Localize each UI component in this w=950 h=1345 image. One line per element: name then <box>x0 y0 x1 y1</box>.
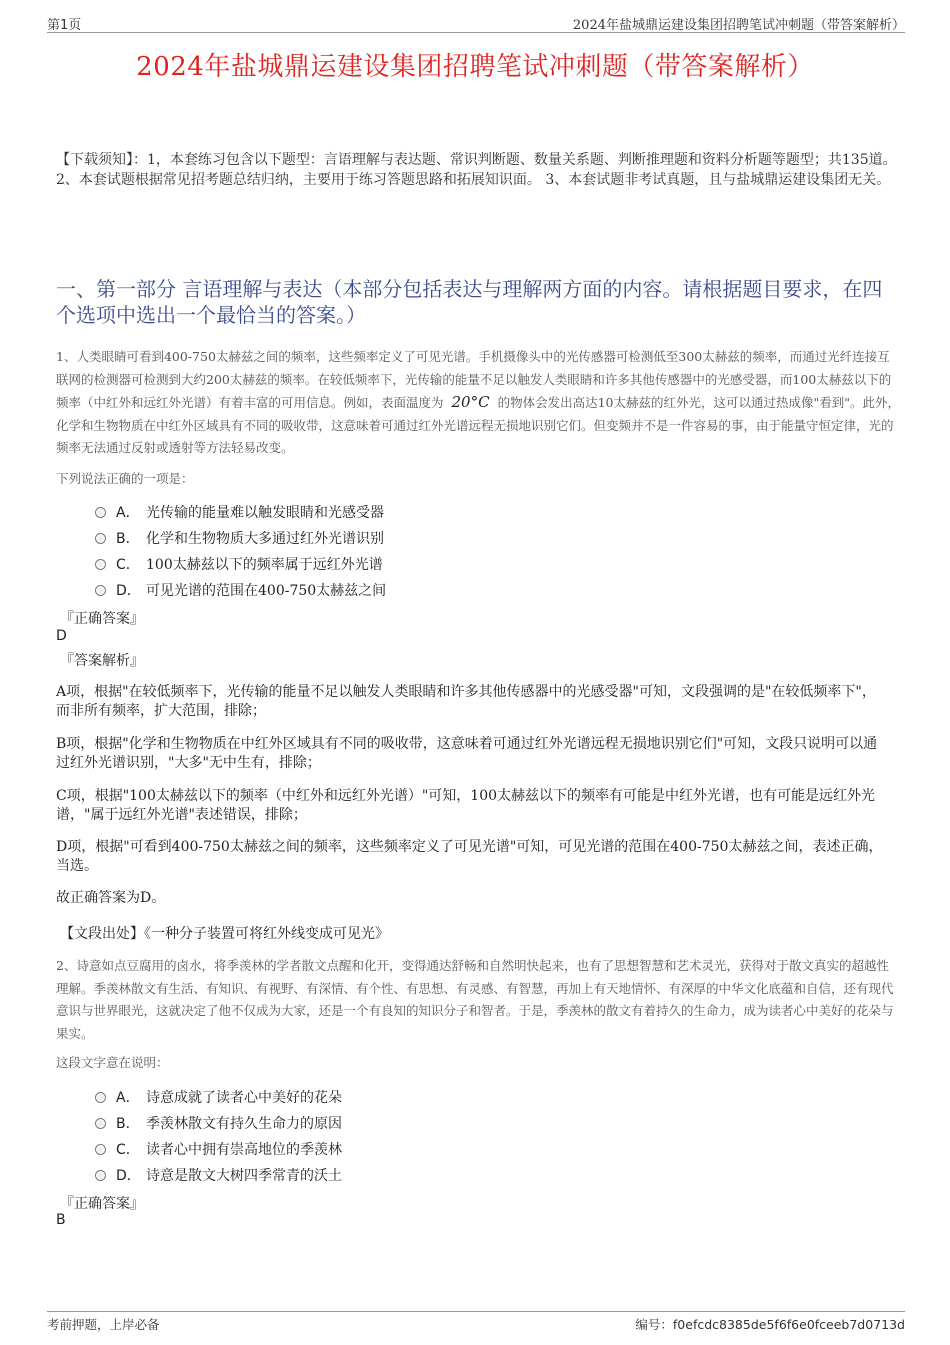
correct-answer-label: 『正确答案』 <box>60 611 144 627</box>
option-a[interactable] <box>95 1084 695 1110</box>
option-letter: B． <box>116 531 140 547</box>
option-letter: A． <box>116 505 140 521</box>
option-text: 季羡林散文有持久生命力的原因 <box>146 1116 342 1132</box>
radio-icon[interactable] <box>95 1144 106 1155</box>
analysis-label: 『答案解析』 <box>60 653 144 669</box>
radio-icon[interactable] <box>95 559 106 570</box>
analysis-item-a: A项，根据"在较低频率下，光传输的能量不足以触发人类眼睛和许多其他传感器中的光感受器"可知，文段强调的是"在较低频率下"，而非所有频率，扩大范围，排除； <box>56 684 876 719</box>
option-text: 读者心中拥有崇高地位的季羡林 <box>146 1142 342 1158</box>
radio-icon[interactable] <box>95 507 106 518</box>
question-1-options <box>95 499 695 603</box>
document-title: 2024年盐城鼎运建设集团招聘笔试冲刺题（带答案解析） <box>136 52 814 82</box>
option-b[interactable] <box>95 525 695 551</box>
option-c[interactable] <box>95 551 695 577</box>
option-letter: C． <box>116 557 140 573</box>
analysis-item-b: B项，根据"化学和生物物质在中红外区域具有不同的吸收带，这意味着可通过红外光谱远程无损地识别它们"可知，文段只说明可以通过红外光谱识别，"大多"无中生有，排除； <box>56 736 878 771</box>
question-2-prompt: 这段文字意在说明： <box>56 1055 169 1070</box>
page-number: 第1页 <box>47 18 82 33</box>
question-1-prompt: 下列说法正确的一项是： <box>56 471 194 486</box>
question-2-options <box>95 1084 695 1188</box>
option-text: 诗意成就了读者心中美好的花朵 <box>146 1090 342 1106</box>
header-doc-title: 2024年盐城鼎运建设集团招聘笔试冲刺题（带答案解析） <box>572 18 905 33</box>
passage-source: 【文段出处】《一种分子装置可将红外线变成可见光》 <box>60 926 389 942</box>
option-d[interactable] <box>95 1162 695 1188</box>
option-text: 光传输的能量难以触发眼睛和光感受器 <box>146 505 384 521</box>
option-text: 可见光谱的范围在400-750太赫兹之间 <box>146 583 387 599</box>
option-letter: B． <box>116 1116 140 1132</box>
correct-answer: D <box>56 628 67 644</box>
section-heading: 一、第一部分 言语理解与表达（本部分包括表达与理解两方面的内容。请根据题目要求，在四个选项中选出一个最恰当的答案。） <box>56 277 883 327</box>
page-footer <box>47 1311 905 1332</box>
option-text: 100太赫兹以下的频率属于远红外光谱 <box>146 557 383 573</box>
option-text: 诗意是散文大树四季常青的沃土 <box>146 1168 342 1184</box>
correct-answer: B <box>56 1212 66 1228</box>
option-letter: C． <box>116 1142 140 1158</box>
option-d[interactable] <box>95 577 695 603</box>
question-2-text: 2、诗意如点豆腐用的卤水，将季羡林的学者散文点醒和化开，变得通达舒畅和自然明快起来，也有了思想智慧和艺术灵光，获得对于散文真实的超越性理解。季羡林散文有生活、有知识、有视野、有深情、有个性、有思想、有灵感、有智慧，再加上有天地情怀、有深厚的中华文化底蕴和自信，还有现代意识与世界眼光，这就决定了他不仅成为大家，还是一个有良知的知识分子和智者。于是，季羡林的散文有着持久的生命力，成为读者心中美好的花朵与果实。 <box>56 958 894 1041</box>
option-letter: A． <box>116 1090 140 1106</box>
page-header <box>47 12 905 33</box>
option-c[interactable] <box>95 1136 695 1162</box>
option-letter: D． <box>116 1168 141 1184</box>
correct-answer-label: 『正确答案』 <box>60 1196 144 1212</box>
analysis-item-c: C项，根据"100太赫兹以下的频率（中红外和远红外光谱）"可知，100太赫兹以下的频率有可能是中红外光谱，也有可能是远红外光谱，"属于远红外光谱"表述错误，排除； <box>56 788 876 823</box>
option-letter: D． <box>116 583 141 599</box>
question-1-text-after: 的物体会发出高达10太赫兹的红外光，这可以通过热成像"看到"。此外，化学和生物物质在中红外区域具有不同的吸收带，这意味着可通过红外光谱远程无损地识别它们。但变频并不是一件容易的事，由于能量守恒定律，光的频率无法通过反射或透射等方法轻易改变。 <box>56 395 900 455</box>
radio-icon[interactable] <box>95 1170 106 1181</box>
question-1-text-before: 1、人类眼睛可看到400-750太赫兹之间的频率，这些频率定义了可见光谱。手机摄像头中的光传感器可检测低至300太赫兹的频率，而通过光纤连接互联网的检测器可检测到大约200太赫兹的频率。在较低频率下，光传输的能量不足以触发人类眼睛和许多其他传感器中的光感受器，而100太赫兹以下的频率（中红外和远红外光谱）有着丰富的可用信息。例如，表面温度为 <box>56 349 892 410</box>
temperature-formula: 20°C <box>451 393 490 411</box>
radio-icon[interactable] <box>95 1118 106 1129</box>
footer-slogan: 考前押题，上岸必备 <box>47 1317 160 1332</box>
radio-icon[interactable] <box>95 585 106 596</box>
analysis-conclusion: 故正确答案为D。 <box>56 890 166 906</box>
option-a[interactable] <box>95 499 695 525</box>
download-notice: 【下载须知】：1，本套练习包含以下题型：言语理解与表达题、常识判断题、数量关系题、判断推理题和资料分析题等题型；共135道。 2、本套试题根据常见招考题总结归纳，主要用于练习答题思路和拓展知识面。 3、本套试题非考试真题，且与盐城鼎运建设集团无关。 <box>56 152 897 188</box>
analysis-item-d: D项，根据"可看到400-750太赫兹之间的频率，这些频率定义了可见光谱"可知，可见光谱的范围在400-750太赫兹之间，表述正确，当选。 <box>56 839 883 874</box>
option-text: 化学和生物物质大多通过红外光谱识别 <box>146 531 384 547</box>
question-1-text <box>56 346 901 460</box>
radio-icon[interactable] <box>95 533 106 544</box>
document-code: 编号：f0efcdc8385de5f6f6e0fceeb7d0713d <box>635 1317 905 1332</box>
radio-icon[interactable] <box>95 1092 106 1103</box>
option-b[interactable] <box>95 1110 695 1136</box>
